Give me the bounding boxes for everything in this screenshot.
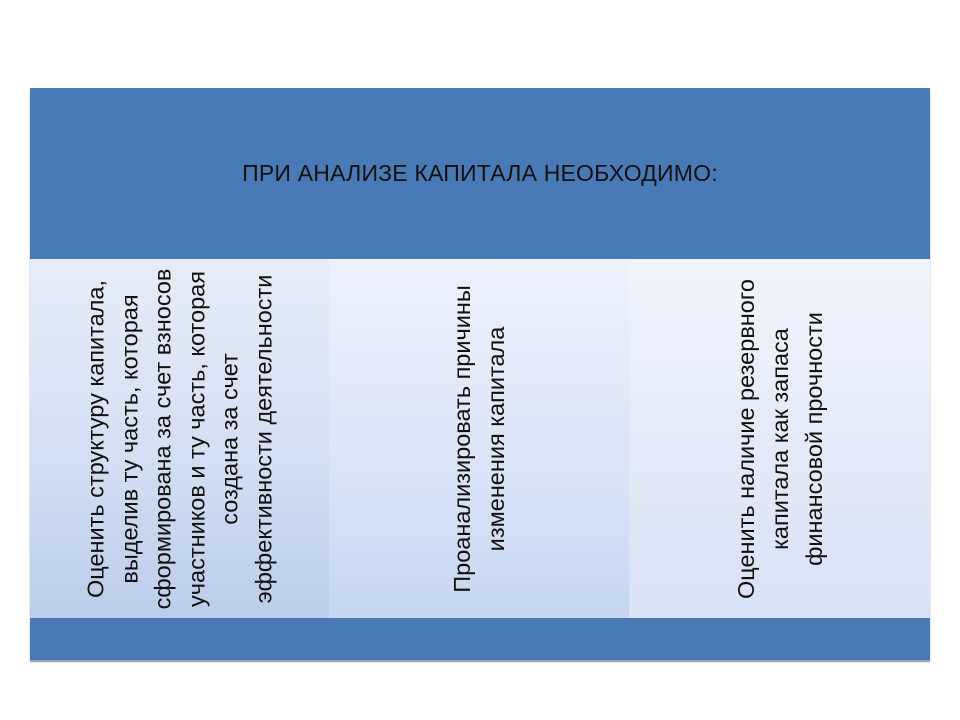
cell-text-changes: Проанализировать причины изменения капитала (449, 284, 509, 593)
cell-text-reserve: Оценить наличие резервного капитала как запаса финансовой прочности (732, 278, 827, 599)
table-body-row (30, 259, 930, 618)
table-footer-row (30, 618, 930, 662)
table-cell-reserve (629, 259, 930, 618)
cell-text-structure: Оценить структуру капитала, выделив ту часть, которая сформирована за счет взносов участников и ту часть, которая создана за счет эффективности деятельности (82, 268, 276, 609)
analysis-table (30, 88, 930, 660)
table-cell-changes (329, 259, 629, 618)
table-header-text: ПРИ АНАЛИЗЕ КАПИТАЛА НЕОБХОДИМО: (242, 160, 718, 186)
table-header-row (30, 88, 930, 259)
table-cell-structure (30, 259, 329, 618)
